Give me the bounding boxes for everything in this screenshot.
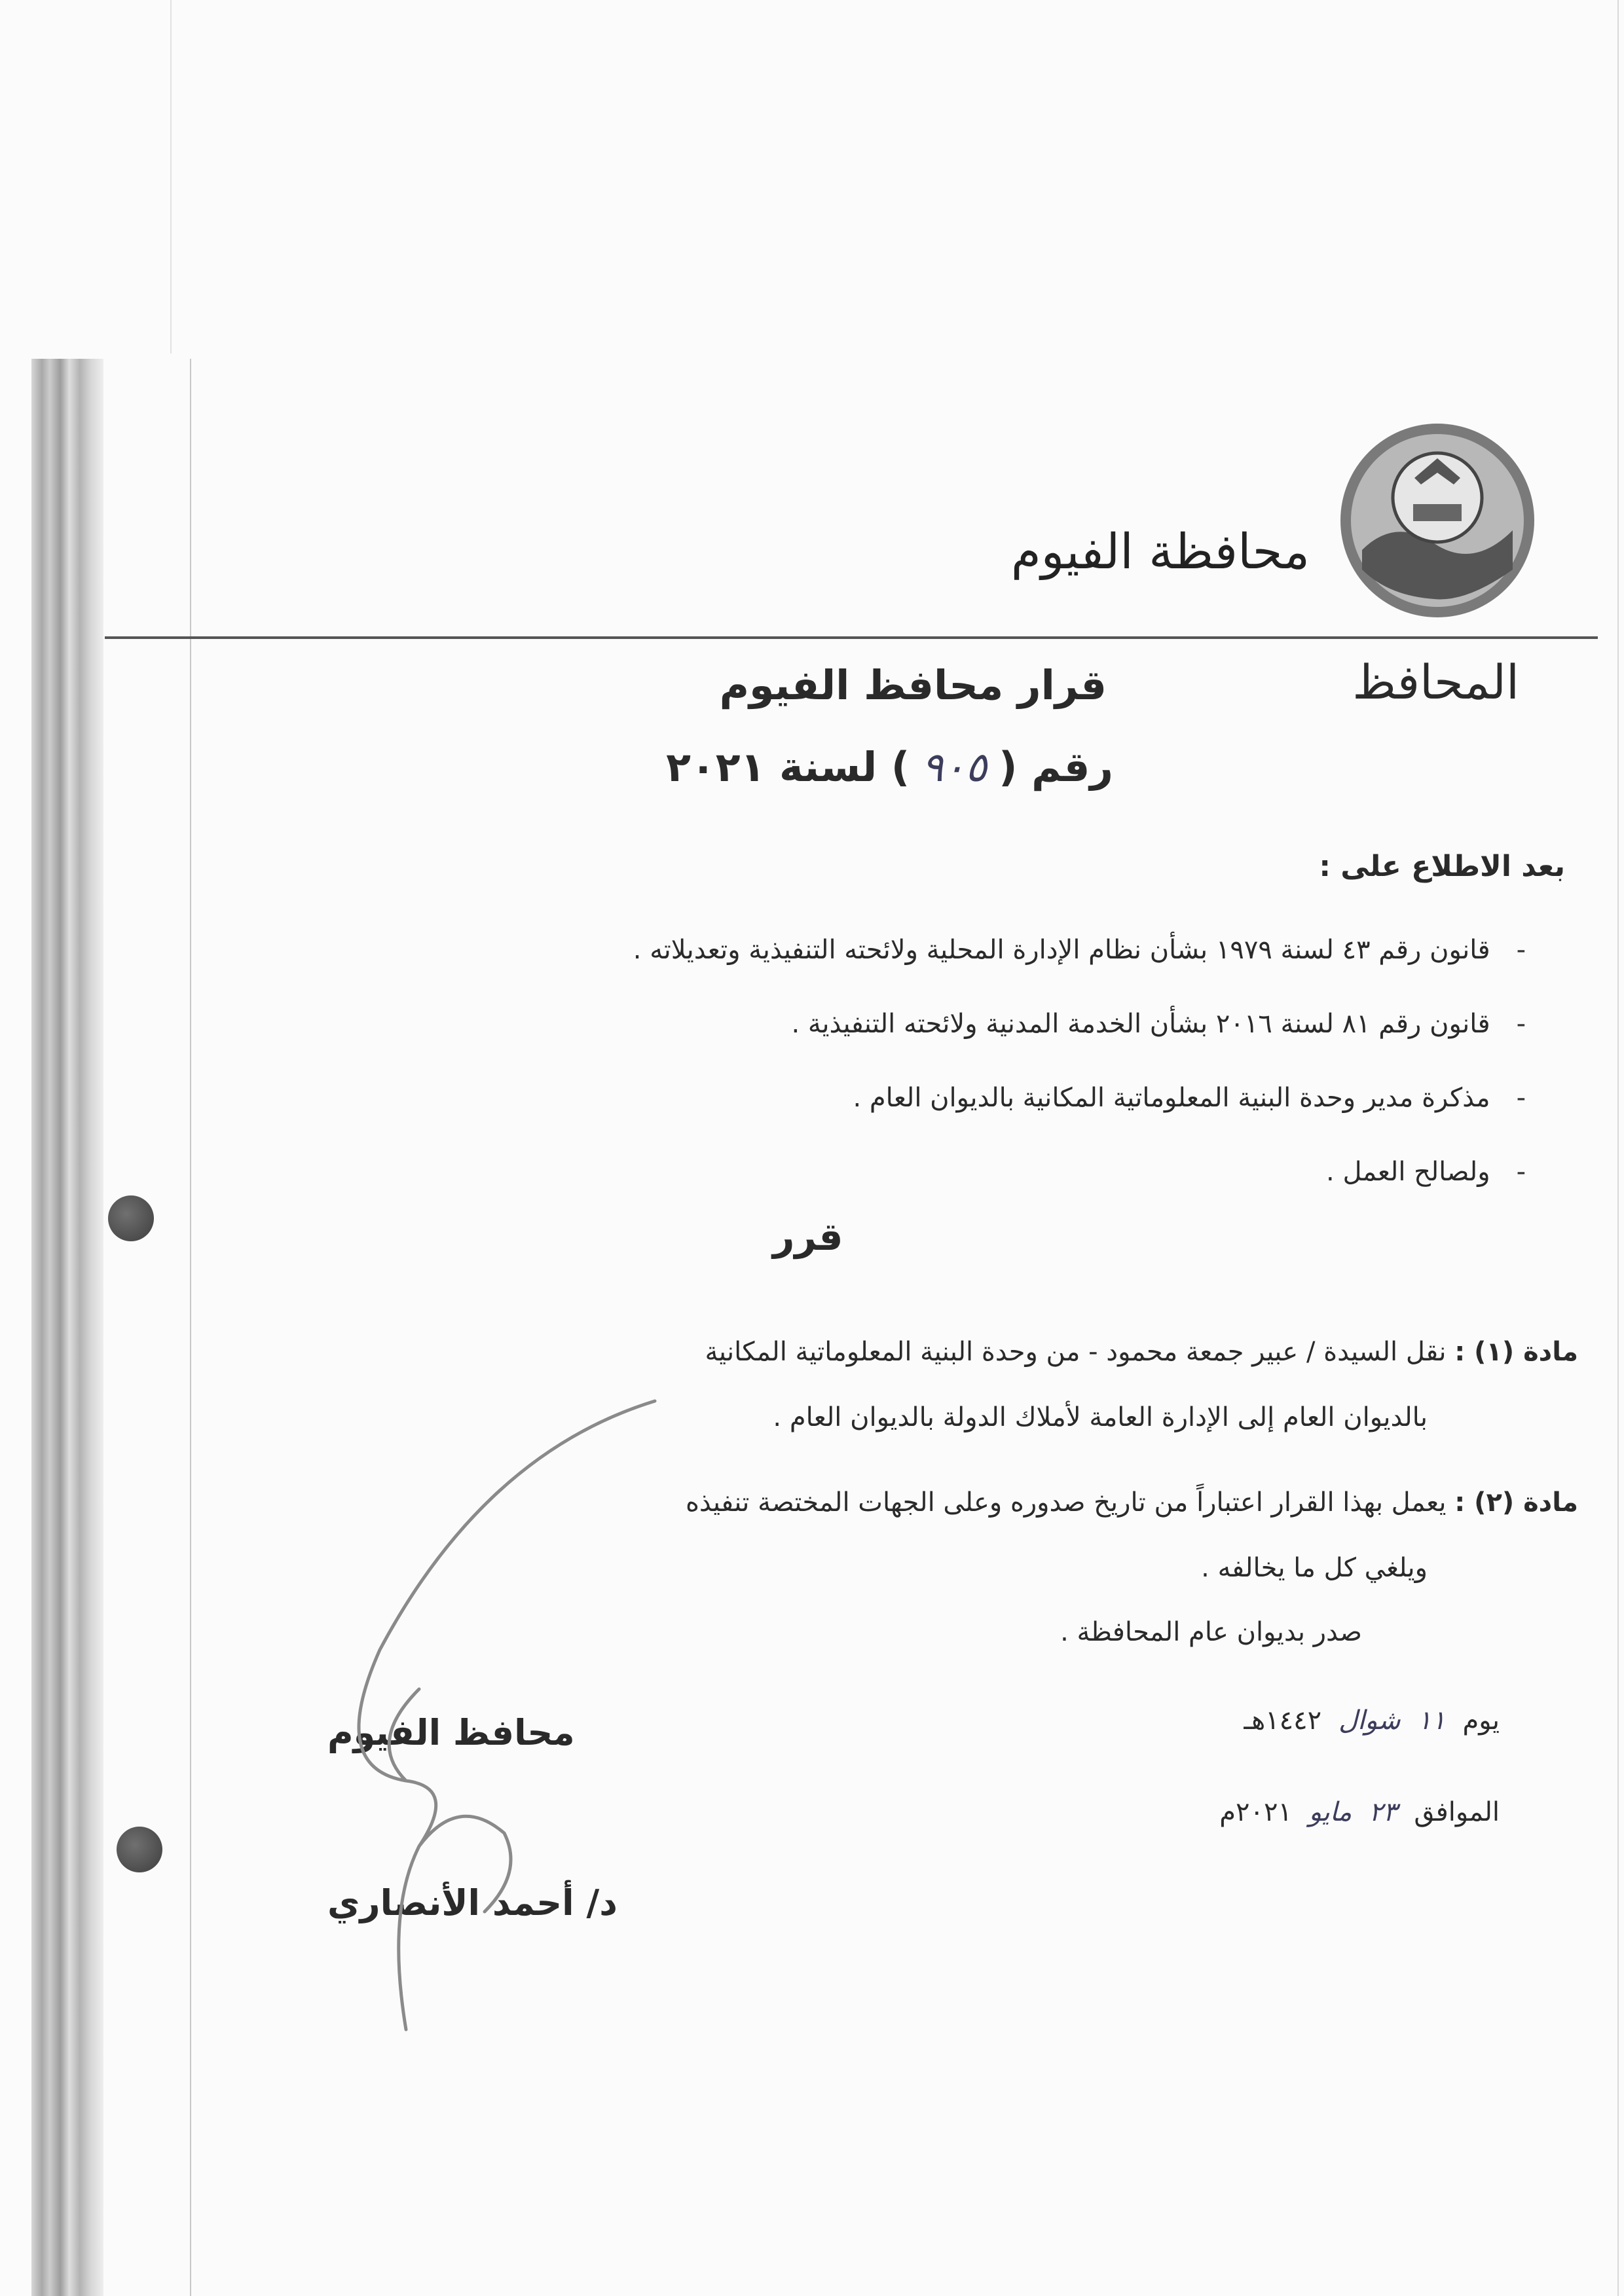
article-continuation: ويلغي كل ما يخالفه . <box>1201 1553 1428 1583</box>
scan-edge-shadow <box>31 359 103 2296</box>
punch-hole <box>108 1195 154 1241</box>
resolution-heading: قرر <box>773 1214 843 1259</box>
number-label: رقم ( <box>999 743 1113 791</box>
article-label: مادة (٢) : <box>1454 1487 1578 1518</box>
scan-line <box>170 0 172 354</box>
issued-statement: صدر بديوان عام المحافظة . <box>1060 1617 1362 1647</box>
article-label: مادة (١) : <box>1454 1337 1578 1367</box>
signatory-name: د/ أحمد الأنصاري <box>327 1882 618 1923</box>
decision-number <box>666 743 1113 791</box>
organization-name: محافظة الفيوم <box>1010 524 1310 580</box>
governorate-seal <box>1336 419 1539 622</box>
list-item: - قانون رقم ٨١ لسنة ٢٠١٦ بشأن الخدمة المدنية ولائحته التنفيذية . <box>791 1009 1526 1039</box>
governor-title: المحافظ <box>1352 655 1519 710</box>
preamble-intro: بعد الاطلاع على : <box>1319 850 1565 883</box>
preamble-list <box>151 913 1526 1209</box>
list-item: - ولصالح العمل . <box>1326 1157 1526 1187</box>
number-value: ٩٠٥ <box>921 743 987 791</box>
list-item: - قانون رقم ٤٣ لسنة ١٩٧٩ بشأن نظام الإدارة المحلية ولائحته التنفيذية وتعديلاته . <box>633 935 1526 965</box>
list-item: - مذكرة مدير وحدة البنية المعلوماتية المكانية بالديوان العام . <box>853 1083 1526 1113</box>
article-text: يعمل بهذا القرار اعتباراً من تاريخ صدوره وعلى الجهات المختصة تنفيذه <box>685 1487 1447 1518</box>
hijri-date: يوم ١١ شوال ١٤٤٢هـ <box>1244 1705 1500 1736</box>
scan-line <box>1617 0 1619 2296</box>
decision-title: قرار محافظ الفيوم <box>719 661 1107 709</box>
punch-hole <box>117 1827 162 1872</box>
article-continuation: بالديوان العام إلى الإدارة العامة لأملاك الدولة بالديوان العام . <box>773 1402 1428 1432</box>
handwritten-signature <box>288 1375 760 2043</box>
article-text: نقل السيدة / عبير جمعة محمود - من وحدة البنية المعلوماتية المكانية <box>705 1337 1447 1367</box>
gregorian-date: الموافق ٢٣ مايو ٢٠٢١م <box>1219 1797 1500 1827</box>
year-label: ) لسنة ٢٠٢١ <box>666 743 910 791</box>
signatory-title: محافظ الفيوم <box>327 1712 575 1753</box>
header-divider <box>105 636 1598 639</box>
